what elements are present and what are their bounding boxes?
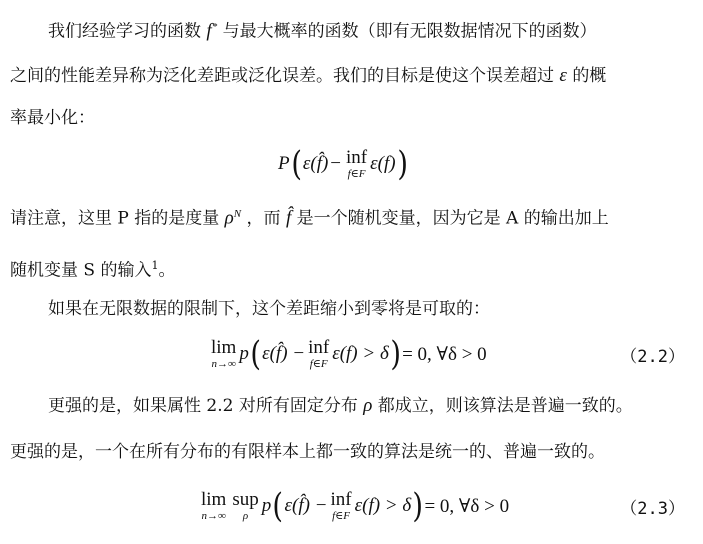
para2-text-end: 。 (158, 260, 176, 281)
eq2-left-paren: ( (250, 334, 261, 374)
eq3-body: ε(f̂) − (284, 495, 328, 516)
symbol-rho-2: ρ (363, 395, 373, 416)
eq1-inf: inf f∈F (346, 147, 368, 180)
para1-text-b: 与最大概率的函数（即有无限数据情况下的函数） (222, 21, 597, 42)
para1-line2 (10, 64, 606, 88)
para4-text-b: 都成立，则该算法是普遍一致的。 (377, 396, 633, 416)
para3-line1 (48, 297, 490, 321)
eq2-p: p (239, 343, 249, 364)
eq2-tail: = 0, ∀δ > 0 (402, 343, 487, 365)
para1-text-a: 我们经验学习的函数 (48, 21, 201, 42)
para4-text-a: 更强的是，如果属性 2.2 对所有固定分布 (48, 396, 358, 416)
para2-text-c: 是一个随机变量，因为它是 A 的输出加上 (296, 208, 609, 229)
para1-text-c: 之间的性能差异称为泛化差距或泛化误差。我们的目标是使这个误差超过 (10, 66, 554, 86)
para1-line3 (10, 106, 95, 130)
symbol-epsilon: ε (559, 65, 567, 86)
para2-text-a: 请注意，这里 P 指的是度量 (10, 208, 220, 229)
eq3-tail: = 0, ∀δ > 0 (424, 495, 510, 517)
symbol-star: * (211, 21, 218, 33)
eq3-inf: inf f∈F (330, 489, 352, 522)
eq3-left-paren: ( (272, 486, 284, 526)
eq1-left-paren: ( (290, 144, 302, 184)
eq3-sup: sup ρ (232, 489, 259, 522)
eq2-number: （2.2） (620, 347, 685, 367)
symbol-fhat: f̂ (285, 207, 292, 229)
eq1-eps-f: ε(f) (370, 153, 396, 174)
para4-line2 (10, 440, 605, 464)
eq3-right-paren: ) (412, 486, 424, 526)
eq3-body2: ε(f) > δ (354, 495, 412, 516)
eq3-lim: lim n→∞ (201, 489, 227, 522)
eq3-number: （2.3） (620, 499, 685, 519)
eq2-body: ε(f̂) − (262, 343, 306, 364)
para1-text-e: 率最小化： (10, 108, 95, 128)
equation-3 (0, 482, 703, 530)
equation-1 (0, 140, 703, 188)
symbol-rho: ρ (224, 207, 234, 229)
para4-line1 (48, 394, 633, 418)
para4-text-c: 更强的是，一个在所有分布的有限样本上都一致的算法是统一的、普遍一致的。 (10, 442, 605, 462)
eq1-right-paren: ) (396, 144, 408, 184)
eq1-minus: − (330, 153, 342, 174)
footnote-marker[interactable]: 1 (151, 259, 159, 272)
para2-text-b: ，而 (246, 208, 281, 229)
eq1-P: P (278, 153, 290, 174)
para2-line2 (10, 254, 175, 283)
para1-line1 (48, 15, 597, 44)
eq2-body2: ε(f) > δ (332, 343, 389, 364)
para1-text-d: 的概 (572, 66, 607, 86)
equation-2 (0, 330, 703, 378)
eq2-right-paren: ) (390, 334, 401, 374)
eq3-p: p (261, 495, 272, 516)
eq1-eps-fhat: ε(f̂) (302, 153, 329, 174)
eq2-lim: lim n→∞ (211, 337, 237, 370)
para3-text: 如果在无限数据的限制下，这个差距缩小到零将是可取的： (48, 299, 490, 319)
para2-text-d: 随机变量 S 的输入 (10, 260, 152, 281)
symbol-f: f (206, 20, 212, 42)
para2-line1 (10, 202, 609, 231)
eq2-inf: inf f∈F (308, 337, 330, 370)
symbol-rho-sup: N (233, 208, 242, 220)
